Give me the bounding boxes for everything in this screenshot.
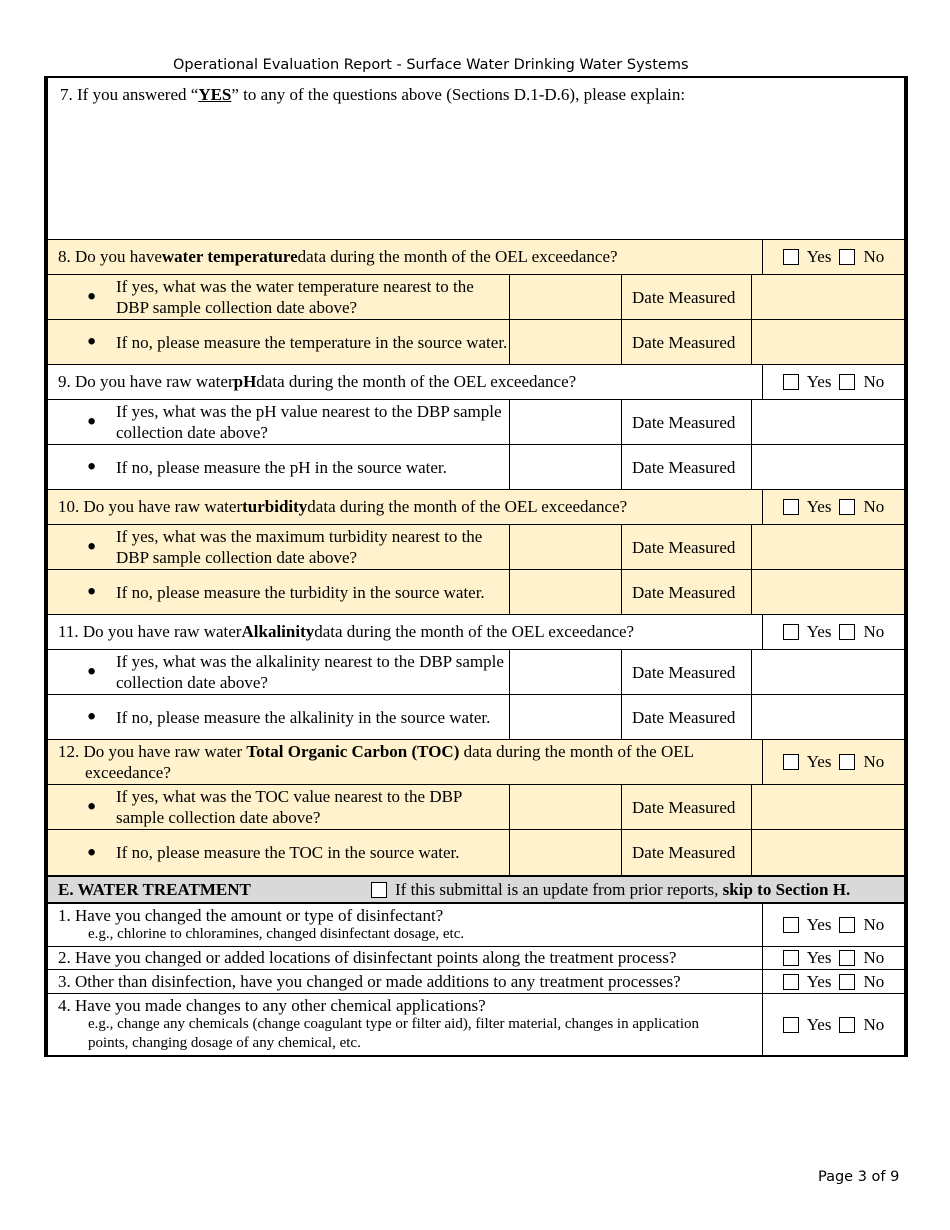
no-checkbox[interactable] bbox=[839, 974, 855, 990]
q12b-row bbox=[48, 830, 904, 875]
q7-row bbox=[48, 78, 904, 240]
section-e-title: E. WATER TREATMENT bbox=[58, 879, 251, 899]
page-header: Operational Evaluation Report - Surface Water Drinking Water Systems bbox=[173, 57, 689, 73]
q11-question: 11. Do you have raw water Alkalinity data during the month of the OEL exceedance? bbox=[48, 615, 763, 649]
form-table bbox=[44, 76, 908, 1057]
yes-checkbox[interactable] bbox=[783, 950, 799, 966]
section-e-header bbox=[48, 875, 904, 904]
q8a-label: ● If yes, what was the water temperature nearest to the DBP sample collection date above? bbox=[48, 275, 510, 319]
q11b-value-field[interactable] bbox=[510, 695, 622, 739]
section-e-note: If this submittal is an update from prior reports, skip to Section H. bbox=[395, 879, 851, 899]
e3-yes-no: Yes No bbox=[763, 970, 904, 993]
date-measured-label: Date Measured bbox=[622, 445, 752, 489]
e4-yes-no: Yes No bbox=[763, 994, 904, 1055]
q10-yes-no: Yes No bbox=[763, 490, 904, 524]
q9-row bbox=[48, 365, 904, 400]
e4-row bbox=[48, 994, 904, 1057]
q12a-label: ● If yes, what was the TOC value nearest to the DBP sample collection date above? bbox=[48, 785, 510, 829]
q8a-value-field[interactable] bbox=[510, 275, 622, 319]
q8b-row bbox=[48, 320, 904, 365]
e4-question: 4. Have you made changes to any other chemical applications? e.g., change any chemicals (change coagulant type or filter aid), filter material, changes in application points, changing dosage of any chemical, etc. bbox=[48, 994, 763, 1055]
q9-yes-no: Yes No bbox=[763, 365, 904, 399]
yes-checkbox[interactable] bbox=[783, 917, 799, 933]
date-measured-label: Date Measured bbox=[622, 785, 752, 829]
q11a-label: ● If yes, what was the alkalinity nearest to the DBP sample collection date above? bbox=[48, 650, 510, 694]
q9a-row bbox=[48, 400, 904, 445]
date-measured-label: Date Measured bbox=[622, 830, 752, 875]
q10a-label: ● If yes, what was the maximum turbidity nearest to the DBP sample collection date above? bbox=[48, 525, 510, 569]
e2-row bbox=[48, 947, 904, 970]
q8a-row bbox=[48, 275, 904, 320]
yes-checkbox[interactable] bbox=[783, 754, 799, 770]
q12-question: 12. Do you have raw water Total Organic Carbon (TOC) data during the month of the OEL exceedance? bbox=[48, 740, 763, 784]
q9a-value-field[interactable] bbox=[510, 400, 622, 444]
e1-yes-no: Yes No bbox=[763, 904, 904, 946]
q11a-value-field[interactable] bbox=[510, 650, 622, 694]
no-checkbox[interactable] bbox=[839, 499, 855, 515]
q8-row bbox=[48, 240, 904, 275]
no-checkbox[interactable] bbox=[839, 950, 855, 966]
q10a-row bbox=[48, 525, 904, 570]
q12b-label: ● If no, please measure the TOC in the source water. bbox=[48, 830, 510, 875]
q11-row bbox=[48, 615, 904, 650]
q10b-value-field[interactable] bbox=[510, 570, 622, 614]
yes-checkbox[interactable] bbox=[783, 624, 799, 640]
no-checkbox[interactable] bbox=[839, 374, 855, 390]
no-checkbox[interactable] bbox=[839, 1017, 855, 1033]
date-measured-label: Date Measured bbox=[622, 525, 752, 569]
q9a-date-field[interactable] bbox=[752, 400, 904, 444]
yes-checkbox[interactable] bbox=[783, 249, 799, 265]
q11b-label: ● If no, please measure the alkalinity in the source water. bbox=[48, 695, 510, 739]
q10-row bbox=[48, 490, 904, 525]
q8-question: 8. Do you have water temperature data during the month of the OEL exceedance? bbox=[48, 240, 763, 274]
q11b-row bbox=[48, 695, 904, 740]
q12-yes-no: Yes No bbox=[763, 740, 904, 784]
q11a-date-field[interactable] bbox=[752, 650, 904, 694]
q9b-row bbox=[48, 445, 904, 490]
q8-yes-no: Yes No bbox=[763, 240, 904, 274]
date-measured-label: Date Measured bbox=[622, 695, 752, 739]
q10b-row bbox=[48, 570, 904, 615]
skip-section-checkbox[interactable] bbox=[371, 882, 387, 898]
q12a-date-field[interactable] bbox=[752, 785, 904, 829]
q11b-date-field[interactable] bbox=[752, 695, 904, 739]
q8b-value-field[interactable] bbox=[510, 320, 622, 364]
q10a-date-field[interactable] bbox=[752, 525, 904, 569]
q11-yes-no: Yes No bbox=[763, 615, 904, 649]
e3-question: 3. Other than disinfection, have you changed or made additions to any treatment processes? bbox=[48, 970, 763, 993]
q9-question: 9. Do you have raw water pH data during the month of the OEL exceedance? bbox=[48, 365, 763, 399]
q9b-value-field[interactable] bbox=[510, 445, 622, 489]
q11a-row bbox=[48, 650, 904, 695]
q12-row bbox=[48, 740, 904, 785]
q10a-value-field[interactable] bbox=[510, 525, 622, 569]
no-checkbox[interactable] bbox=[839, 917, 855, 933]
no-checkbox[interactable] bbox=[839, 249, 855, 265]
e1-question: 1. Have you changed the amount or type of disinfectant? e.g., chlorine to chloramines, changed disinfectant dosage, etc. bbox=[48, 904, 763, 946]
e2-yes-no: Yes No bbox=[763, 947, 904, 969]
yes-checkbox[interactable] bbox=[783, 499, 799, 515]
e3-row bbox=[48, 970, 904, 994]
q9b-date-field[interactable] bbox=[752, 445, 904, 489]
q10b-label: ● If no, please measure the turbidity in the source water. bbox=[48, 570, 510, 614]
q12b-date-field[interactable] bbox=[752, 830, 904, 875]
page-number: Page 3 of 9 bbox=[818, 1169, 900, 1185]
q9a-label: ● If yes, what was the pH value nearest to the DBP sample collection date above? bbox=[48, 400, 510, 444]
q12b-value-field[interactable] bbox=[510, 830, 622, 875]
q10b-date-field[interactable] bbox=[752, 570, 904, 614]
no-checkbox[interactable] bbox=[839, 624, 855, 640]
no-checkbox[interactable] bbox=[839, 754, 855, 770]
date-measured-label: Date Measured bbox=[622, 650, 752, 694]
q12a-row bbox=[48, 785, 904, 830]
q8b-date-field[interactable] bbox=[752, 320, 904, 364]
date-measured-label: Date Measured bbox=[622, 400, 752, 444]
date-measured-label: Date Measured bbox=[622, 275, 752, 319]
e2-question: 2. Have you changed or added locations of disinfectant points along the treatment process? bbox=[48, 947, 763, 969]
yes-checkbox[interactable] bbox=[783, 374, 799, 390]
q7-text: 7. If you answered “YES” to any of the questions above (Sections D.1-D.6), please explain: bbox=[60, 85, 686, 104]
yes-checkbox[interactable] bbox=[783, 974, 799, 990]
q10-question: 10. Do you have raw water turbidity data during the month of the OEL exceedance? bbox=[48, 490, 763, 524]
e1-row bbox=[48, 904, 904, 947]
date-measured-label: Date Measured bbox=[622, 320, 752, 364]
q12a-value-field[interactable] bbox=[510, 785, 622, 829]
q9b-label: ● If no, please measure the pH in the source water. bbox=[48, 445, 510, 489]
q8a-date-field[interactable] bbox=[752, 275, 904, 319]
yes-checkbox[interactable] bbox=[783, 1017, 799, 1033]
q8b-label: ● If no, please measure the temperature in the source water. bbox=[48, 320, 510, 364]
date-measured-label: Date Measured bbox=[622, 570, 752, 614]
